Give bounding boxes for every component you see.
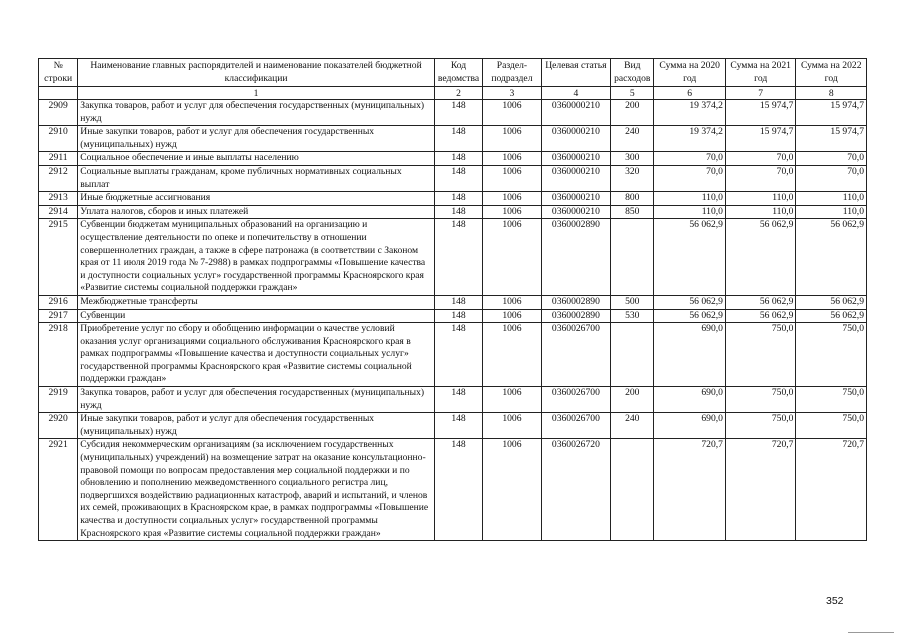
- cell-expense-type: [611, 219, 654, 296]
- cell-sum-2021: 56 062,9: [725, 295, 796, 309]
- cell-dept-code: 148: [434, 126, 482, 152]
- cell-indicator-name: Социальные выплаты гражданам, кроме публичных нормативных социальных выплат: [78, 165, 435, 191]
- cell-sum-2020: 19 374,2: [654, 126, 726, 152]
- cell-row-number: 2919: [39, 387, 78, 413]
- cell-sum-2021: 720,7: [725, 439, 796, 541]
- header-name: Наименование главных распорядителей и наименование показателей бюджетной классификации: [78, 59, 435, 87]
- cell-sum-2022: 110,0: [796, 205, 867, 219]
- cell-indicator-name: Субвенции бюджетам муниципальных образований на организацию и осуществление деятельности по опеке и попечительству в отношении совершеннолетних граждан, а также в сфере патронажа (в соответствии с Законом края от 11 июля 2019 года № 7-2988) в рамках подпрограммы «Повышение качества и доступности социальных услуг» государственной программы Красноярского края «Развитие системы социальной поддержки граждан»: [78, 219, 435, 296]
- cell-dept-code: 148: [434, 165, 482, 191]
- column-number: 8: [796, 87, 867, 100]
- cell-sum-2022: 15 974,7: [796, 100, 867, 126]
- header-row-no: № строки: [39, 59, 78, 87]
- page-number: 352: [826, 595, 844, 607]
- cell-indicator-name: Межбюджетные трансферты: [78, 295, 435, 309]
- cell-row-number: 2921: [39, 439, 78, 541]
- column-number: 6: [654, 87, 726, 100]
- cell-section-code: 1006: [483, 219, 541, 296]
- column-number: 3: [483, 87, 541, 100]
- header-sum-2022: Сумма на 2022 год: [796, 59, 867, 87]
- cell-sum-2021: 110,0: [725, 205, 796, 219]
- cell-sum-2021: 56 062,9: [725, 309, 796, 323]
- cell-dept-code: 148: [434, 295, 482, 309]
- table-row: [39, 192, 867, 206]
- cell-dept-code: 148: [434, 152, 482, 166]
- cell-sum-2022: 56 062,9: [796, 219, 867, 296]
- cell-section-code: 1006: [483, 413, 541, 439]
- cell-dept-code: 148: [434, 219, 482, 296]
- cell-expense-type: 240: [611, 126, 654, 152]
- column-number-row: [39, 87, 867, 100]
- cell-sum-2021: 110,0: [725, 192, 796, 206]
- cell-sum-2020: 690,0: [654, 323, 726, 387]
- header-expense: Вид расходов: [611, 59, 654, 87]
- cell-indicator-name: Закупка товаров, работ и услуг для обеспечения государственных (муниципальных) нужд: [78, 100, 435, 126]
- cell-section-code: 1006: [483, 309, 541, 323]
- table-row: [39, 205, 867, 219]
- cell-target-article: 0360002890: [541, 219, 611, 296]
- column-number: 2: [434, 87, 482, 100]
- cell-row-number: 2912: [39, 165, 78, 191]
- cell-dept-code: 148: [434, 309, 482, 323]
- table-row: [39, 295, 867, 309]
- cell-row-number: 2914: [39, 205, 78, 219]
- cell-sum-2022: 15 974,7: [796, 126, 867, 152]
- cell-target-article: 0360026720: [541, 439, 611, 541]
- cell-indicator-name: Уплата налогов, сборов и иных платежей: [78, 205, 435, 219]
- header-target: Целевая статья: [541, 59, 611, 87]
- table-row: [39, 152, 867, 166]
- cell-sum-2020: 110,0: [654, 205, 726, 219]
- cell-section-code: 1006: [483, 295, 541, 309]
- cell-section-code: 1006: [483, 192, 541, 206]
- cell-sum-2022: 56 062,9: [796, 295, 867, 309]
- cell-expense-type: 200: [611, 100, 654, 126]
- table-row: [39, 439, 867, 541]
- column-number: 7: [725, 87, 796, 100]
- cell-indicator-name: Закупка товаров, работ и услуг для обеспечения государственных (муниципальных) нужд: [78, 387, 435, 413]
- cell-expense-type: 200: [611, 387, 654, 413]
- cell-row-number: 2917: [39, 309, 78, 323]
- cell-target-article: 0360026700: [541, 413, 611, 439]
- cell-target-article: 0360026700: [541, 387, 611, 413]
- cell-section-code: 1006: [483, 205, 541, 219]
- cell-row-number: 2915: [39, 219, 78, 296]
- cell-section-code: 1006: [483, 152, 541, 166]
- budget-table: [38, 58, 867, 541]
- cell-dept-code: 148: [434, 192, 482, 206]
- cell-sum-2020: 70,0: [654, 152, 726, 166]
- column-number: 5: [611, 87, 654, 100]
- cell-dept-code: 148: [434, 413, 482, 439]
- cell-sum-2020: 690,0: [654, 387, 726, 413]
- cell-sum-2021: 70,0: [725, 152, 796, 166]
- cell-target-article: 0360000210: [541, 126, 611, 152]
- cell-sum-2020: 110,0: [654, 192, 726, 206]
- scan-artifact-line: [848, 632, 894, 633]
- cell-sum-2021: 15 974,7: [725, 100, 796, 126]
- cell-indicator-name: Субсидия некоммерческим организациям (за исключением государственных (муниципальных) учреждений) на возмещение затрат на оказание консультационно-правовой помощи по вопросам предоставления мер социальной поддержки и по обновлению и пополнению межведомственного социального регистра лиц, подвергшихся воздействию радиационных катастроф, аварий и испытаний, и членов их семей, проживающих в Красноярском крае, в рамках подпрограммы «Повышение качества и доступности социальных услуг» государственной программы Красноярского края «Развитие системы социальной поддержки граждан»: [78, 439, 435, 541]
- header-sum-2021: Сумма на 2021 год: [725, 59, 796, 87]
- table-row: [39, 126, 867, 152]
- column-number: 4: [541, 87, 611, 100]
- header-dept: Код ведомства: [434, 59, 482, 87]
- cell-row-number: 2916: [39, 295, 78, 309]
- cell-expense-type: 850: [611, 205, 654, 219]
- cell-sum-2020: 690,0: [654, 413, 726, 439]
- cell-sum-2021: 750,0: [725, 323, 796, 387]
- cell-indicator-name: Приобретение услуг по сбору и обобщению информации о качестве условий оказания услуг организациями социального обслуживания Красноярского края в рамках подпрограммы «Повышение качества и доступности социальных услуг» государственной программы Красноярского края «Развитие системы социальной поддержки граждан»: [78, 323, 435, 387]
- cell-expense-type: 800: [611, 192, 654, 206]
- cell-sum-2021: 750,0: [725, 387, 796, 413]
- cell-section-code: 1006: [483, 439, 541, 541]
- column-number: 1: [78, 87, 435, 100]
- cell-expense-type: [611, 439, 654, 541]
- table-row: [39, 413, 867, 439]
- cell-target-article: 0360026700: [541, 323, 611, 387]
- cell-section-code: 1006: [483, 126, 541, 152]
- cell-row-number: 2910: [39, 126, 78, 152]
- cell-sum-2021: 56 062,9: [725, 219, 796, 296]
- cell-target-article: 0360000210: [541, 152, 611, 166]
- cell-target-article: 0360000210: [541, 100, 611, 126]
- cell-row-number: 2913: [39, 192, 78, 206]
- cell-row-number: 2918: [39, 323, 78, 387]
- cell-sum-2020: 720,7: [654, 439, 726, 541]
- table-row: [39, 165, 867, 191]
- table-row: [39, 323, 867, 387]
- cell-sum-2020: 56 062,9: [654, 309, 726, 323]
- column-number: [39, 87, 78, 100]
- table-row: [39, 100, 867, 126]
- cell-expense-type: [611, 323, 654, 387]
- cell-expense-type: 530: [611, 309, 654, 323]
- cell-row-number: 2920: [39, 413, 78, 439]
- cell-sum-2021: 15 974,7: [725, 126, 796, 152]
- cell-sum-2022: 750,0: [796, 413, 867, 439]
- cell-sum-2020: 56 062,9: [654, 219, 726, 296]
- cell-sum-2022: 70,0: [796, 165, 867, 191]
- cell-sum-2022: 56 062,9: [796, 309, 867, 323]
- cell-sum-2021: 70,0: [725, 165, 796, 191]
- cell-dept-code: 148: [434, 387, 482, 413]
- cell-target-article: 0360000210: [541, 192, 611, 206]
- cell-indicator-name: Иные закупки товаров, работ и услуг для обеспечения государственных (муниципальных) нужд: [78, 126, 435, 152]
- header-section: Раздел-подраздел: [483, 59, 541, 87]
- cell-sum-2020: 56 062,9: [654, 295, 726, 309]
- cell-indicator-name: Социальное обеспечение и иные выплаты населению: [78, 152, 435, 166]
- cell-sum-2020: 70,0: [654, 165, 726, 191]
- table-row: [39, 387, 867, 413]
- header-sum-2020: Сумма на 2020 год: [654, 59, 726, 87]
- cell-indicator-name: Субвенции: [78, 309, 435, 323]
- cell-dept-code: 148: [434, 323, 482, 387]
- cell-sum-2020: 19 374,2: [654, 100, 726, 126]
- cell-dept-code: 148: [434, 205, 482, 219]
- cell-row-number: 2909: [39, 100, 78, 126]
- cell-dept-code: 148: [434, 100, 482, 126]
- cell-sum-2022: 110,0: [796, 192, 867, 206]
- cell-expense-type: 500: [611, 295, 654, 309]
- cell-expense-type: 240: [611, 413, 654, 439]
- table-row: [39, 309, 867, 323]
- cell-sum-2021: 750,0: [725, 413, 796, 439]
- cell-sum-2022: 750,0: [796, 323, 867, 387]
- cell-expense-type: 320: [611, 165, 654, 191]
- cell-section-code: 1006: [483, 387, 541, 413]
- cell-row-number: 2911: [39, 152, 78, 166]
- cell-expense-type: 300: [611, 152, 654, 166]
- table-body: [39, 100, 867, 541]
- cell-target-article: 0360000210: [541, 165, 611, 191]
- cell-indicator-name: Иные бюджетные ассигнования: [78, 192, 435, 206]
- cell-dept-code: 148: [434, 439, 482, 541]
- cell-target-article: 0360002890: [541, 309, 611, 323]
- cell-indicator-name: Иные закупки товаров, работ и услуг для обеспечения государственных (муниципальных) нужд: [78, 413, 435, 439]
- cell-sum-2022: 70,0: [796, 152, 867, 166]
- cell-sum-2022: 750,0: [796, 387, 867, 413]
- cell-target-article: 0360002890: [541, 295, 611, 309]
- cell-section-code: 1006: [483, 165, 541, 191]
- cell-target-article: 0360000210: [541, 205, 611, 219]
- cell-sum-2022: 720,7: [796, 439, 867, 541]
- table-row: [39, 219, 867, 296]
- table-header-row: [39, 59, 867, 87]
- cell-section-code: 1006: [483, 323, 541, 387]
- cell-section-code: 1006: [483, 100, 541, 126]
